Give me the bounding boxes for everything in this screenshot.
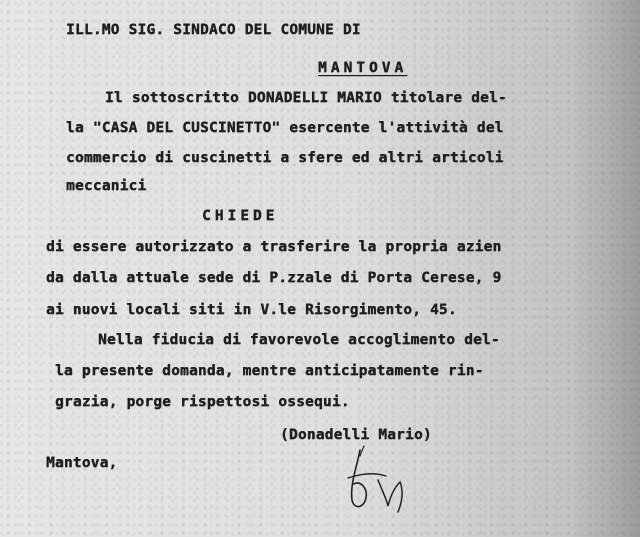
closing-line-3: grazia, porge rispettosi ossequi. — [55, 394, 350, 410]
addressee-line: ILL.MO SIG. SINDACO DEL COMUNE DI — [66, 22, 361, 38]
request-line-3: ai nuovi locali siti in V.le Risorgimento, 45. — [46, 302, 457, 318]
closing-line-1: Nella fiducia di favorevole accoglimento del- — [98, 332, 500, 348]
scan-edge-shadow — [570, 0, 640, 537]
request-line-1: di essere autorizzato a trasferire la propria azien — [46, 239, 502, 255]
place-line: Mantova, — [46, 455, 118, 471]
intro-line-2: la "CASA DEL CUSCINETTO" esercente l'attività del — [66, 120, 504, 136]
handwritten-signature — [330, 440, 440, 520]
closing-line-2: la presente domanda, mentre anticipatamente rin- — [55, 363, 484, 379]
signer-name: (Donadelli Mario) — [280, 427, 432, 443]
intro-line-1: Il sottoscritto DONADELLI MARIO titolare del- — [105, 90, 507, 106]
request-word: CHIEDE — [202, 208, 279, 224]
city-heading: MANTOVA — [318, 60, 408, 76]
request-line-2: da dalla attuale sede di P.zzale di Porta Cerese, 9 — [46, 270, 502, 286]
intro-line-4: meccanici — [66, 178, 147, 194]
intro-line-3: commercio di cuscinetti a sfere ed altri articoli — [66, 150, 504, 166]
